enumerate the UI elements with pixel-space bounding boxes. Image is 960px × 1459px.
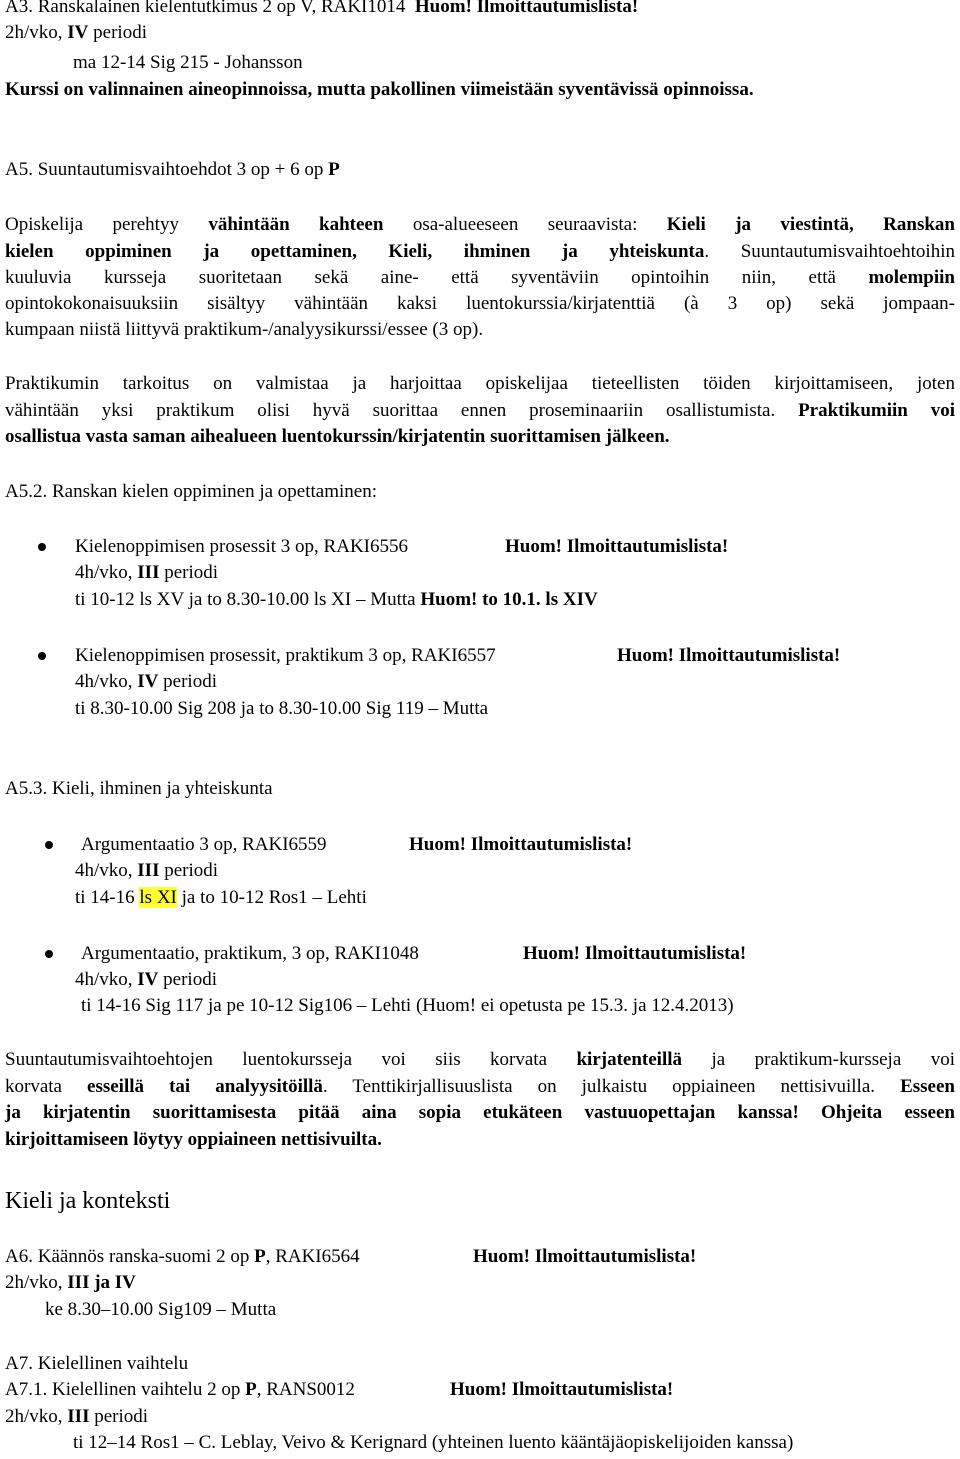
a5-praktikum-line: Praktikumin tarkoitus on valmistaa ja harjoittaa opiskelijaa tieteellisten töiden kirjoittamiseen, joten [5,373,955,394]
a53-title: A5.3. Kieli, ihminen ja yhteiskunta [5,778,273,799]
a3-notice: Huom! Ilmoittautumislista! [414,0,639,17]
a53-course-1-notice: Huom! Ilmoittautumislista! [409,834,633,855]
section-heading: Kieli ja konteksti [5,1188,171,1214]
bullet-icon [45,950,53,958]
a52-course-1-name: Kielenoppimisen prosessit 3 op, RAKI6556 [75,536,409,557]
a52-course-1-hours: 4h/vko, III periodi [75,562,219,583]
a52-course-2-notice: Huom! Ilmoittautumislista! [617,645,841,666]
a3-note: Kurssi on valinnainen aineopinnoissa, mutta pakollinen viimeistään syventävissä opinnoissa. [5,79,754,100]
replacement-note-line: ja kirjatentin suorittamisesta pitää aina sopia etukäteen vastuuopettajan kanssa! Ohjeita esseen [5,1102,955,1123]
a52-course-1-schedule: ti 10-12 ls XV ja to 8.30-10.00 ls XI – Mutta Huom! to 10.1. ls XIV [75,589,598,610]
a3-hours: 2h/vko, IV periodi [5,22,147,43]
a53-course-2-hours: 4h/vko, IV periodi [75,969,217,990]
replacement-note-line: kirjoittamiseen löytyy oppiaineen nettisivuilta. [5,1129,382,1150]
a52-course-1-notice: Huom! Ilmoittautumislista! [505,536,729,557]
a52-title: A5.2. Ranskan kielen oppiminen ja opettaminen: [5,481,378,502]
a53-course-2-schedule: ti 14-16 Sig 117 ja pe 10-12 Sig106 – Lehti (Huom! ei opetusta pe 15.3. ja 12.4.2013) [81,995,734,1016]
a53-course-1-hours: 4h/vko, III periodi [75,860,219,881]
a53-course-2-notice: Huom! Ilmoittautumislista! [523,943,747,964]
a71-notice: Huom! Ilmoittautumislista! [450,1379,674,1400]
a52-course-2-name: Kielenoppimisen prosessit, praktikum 3 op, RAKI6557 [75,645,496,666]
a53-course-2-name: Argumentaatio, praktikum, 3 op, RAKI1048 [81,943,419,964]
a6-hours: 2h/vko, III ja IV [5,1272,136,1293]
a6-title: A6. Käännös ranska-suomi 2 op P, RAKI6564 [5,1246,360,1267]
a52-course-2-hours: 4h/vko, IV periodi [75,671,217,692]
a5-paragraph-line: Opiskelija perehtyy vähintään kahteen osa-alueeseen seuraavista: Kieli ja viestintä, Ranskan [5,214,955,235]
a3-title: A3. Ranskalainen kielentutkimus 2 op V, RAKI1014 [5,0,406,17]
a5-paragraph-line: kielen oppiminen ja opettaminen, Kieli, ihminen ja yhteiskunta. Suuntautumisvaihtoehtoihin [5,241,955,262]
a7-title: A7. Kielellinen vaihtelu [5,1353,189,1374]
a3-schedule: ma 12-14 Sig 215 - Johansson [73,52,303,73]
replacement-note-line: korvata esseillä tai analyysitöillä. Tenttikirjallisuuslista on julkaistu oppiaineen nettisivuilla. Esseen [5,1076,955,1097]
bullet-icon [38,652,46,660]
a71-schedule: ti 12–14 Ros1 – C. Leblay, Veivo & Kerignard (yhteinen luento kääntäjäopiskelijoiden kanssa) [73,1432,794,1453]
bullet-icon [45,841,53,849]
a5-paragraph-line: kuuluvia kursseja suoritetaan sekä aine- että syventäviin opintoihin niin, että molempiin [5,267,955,288]
a5-title: A5. Suuntautumisvaihtoehdot 3 op + 6 op P [5,159,340,180]
a5-praktikum-line: osallistua vasta saman aihealueen luentokurssin/kirjatentin suorittamisen jälkeen. [5,426,670,447]
highlighted-room: ls XI [139,887,177,908]
a53-course-1-name: Argumentaatio 3 op, RAKI6559 [81,834,327,855]
a5-praktikum-line: vähintään yksi praktikum olisi hyvä suorittaa ennen proseminaariin osallistumista. Praktikumiin voi [5,400,956,421]
a53-course-1-schedule: ti 14-16 ls XI ja to 10-12 Ros1 – Lehti [75,887,367,908]
a5-paragraph-line: kumpaan niistä liittyvä praktikum-/analyysikurssi/essee (3 op). [5,319,484,340]
a71-hours: 2h/vko, III periodi [5,1406,149,1427]
a71-title: A7.1. Kielellinen vaihtelu 2 op P, RANS0012 [5,1379,355,1400]
a5-paragraph-line: opintokokonaisuuksiin sisältyy vähintään kaksi luentokurssia/kirjatenttiä (à 3 op) sekä jompaan- [5,293,955,314]
a6-schedule: ke 8.30–10.00 Sig109 – Mutta [45,1299,277,1320]
a52-course-2-schedule: ti 8.30-10.00 Sig 208 ja to 8.30-10.00 Sig 119 – Mutta [75,698,489,719]
a6-notice: Huom! Ilmoittautumislista! [473,1246,697,1267]
bullet-icon [38,543,46,551]
replacement-note-line: Suuntautumisvaihtoehtojen luentokursseja voi siis korvata kirjatenteillä ja praktikum-kursseja voi [5,1049,955,1070]
a3-title-line [5,0,638,20]
